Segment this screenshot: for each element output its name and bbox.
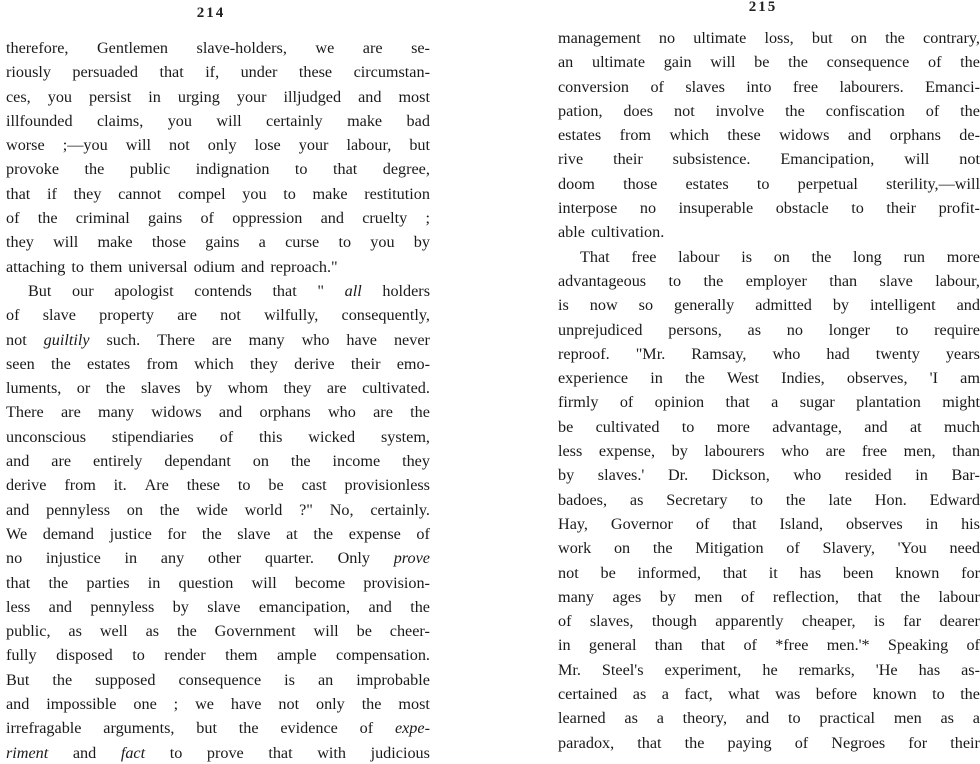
text-line: management no ultimate loss, but on the contrary, bbox=[558, 29, 980, 47]
text-line: of the criminal gains of oppression and cruelty ; bbox=[6, 209, 430, 228]
text-line: riously persuaded that if, under these circumstan- bbox=[6, 63, 430, 82]
text-line: not guiltily such. There are many who have never bbox=[6, 330, 430, 349]
text-line: public, as well as the Government will be cheer- bbox=[6, 622, 430, 641]
text-line: that the parties in question will become provision- bbox=[6, 573, 430, 592]
text-line: interpose no insuperable obstacle to their profit- bbox=[558, 199, 980, 218]
page-number-left: 214 bbox=[196, 5, 226, 21]
text-line: that if they cannot compel you to make restitution bbox=[6, 184, 430, 203]
text-line: and are entirely dependant on the income they bbox=[6, 452, 430, 471]
text-line: seen the estates from which they derive their emo- bbox=[6, 354, 430, 373]
text-line: be cultivated to more advantage, and at much bbox=[558, 417, 980, 436]
text-line: many ages by men of reflection, that the labour bbox=[558, 587, 980, 606]
text-line: But the supposed consequence is an improbable bbox=[6, 670, 430, 689]
text-line: an ultimate gain will be the consequence of the bbox=[558, 53, 980, 72]
right-page bbox=[552, 0, 980, 764]
text-line: no injustice in any other quarter. Only prove bbox=[6, 549, 430, 568]
text-line: firmly of opinion that a sugar plantation might bbox=[558, 393, 980, 412]
text-line: fully disposed to render them ample compensation. bbox=[6, 646, 430, 665]
text-line: But our apologist contends that " all holders bbox=[28, 281, 430, 300]
text-line: doom those estates to perpetual sterility,—will bbox=[558, 174, 980, 193]
text-line: conversion of slaves into free labourers. Emanci- bbox=[558, 77, 980, 96]
text-line: attaching to them universal odium and reproach." bbox=[6, 257, 338, 276]
text-line: of slave property are not wilfully, consequently, bbox=[6, 306, 430, 325]
text-line: rive their subsistence. Emancipation, will not bbox=[558, 150, 980, 169]
text-line: reproof. "Mr. Ramsay, who had twenty years bbox=[558, 344, 980, 363]
text-line: learned as a theory, and to practical men as a bbox=[558, 709, 980, 728]
text-line: and impossible one ; we have not only the most bbox=[6, 695, 430, 714]
text-line: badoes, as Secretary to the late Hon. Edward bbox=[558, 490, 980, 509]
text-line: worse ;—you will not only lose your labour, but bbox=[6, 136, 430, 155]
page-gutter bbox=[470, 0, 520, 764]
text-line: experience in the West Indies, observes, 'I am bbox=[558, 369, 980, 388]
text-line: of slaves, though apparently cheaper, is far dearer bbox=[558, 612, 980, 631]
text-line: less and pennyless by slave emancipation, and the bbox=[6, 597, 430, 616]
text-line: Hay, Governor of that Island, observes in his bbox=[558, 514, 980, 533]
text-line: provoke the public indignation to that degree, bbox=[6, 160, 430, 179]
text-line: unconscious stipendiaries of this wicked system, bbox=[6, 427, 430, 446]
text-line: unprejudiced persons, as no longer to require bbox=[558, 320, 980, 339]
text-line: work on the Mitigation of Slavery, 'You need bbox=[558, 539, 980, 558]
text-line: able cultivation. bbox=[558, 223, 665, 242]
text-line: That free labour is on the long run more bbox=[580, 247, 980, 266]
text-line: is now so generally admitted by intelligent and bbox=[558, 296, 980, 315]
text-line: paradox, that the paying of Negroes for their bbox=[558, 733, 980, 752]
text-line: estates from which these widows and orphans de- bbox=[558, 126, 980, 145]
text-line: not be informed, that it has been known for bbox=[558, 563, 980, 582]
left-page bbox=[0, 0, 430, 764]
text-line: ces, you persist in urging your illjudged and most bbox=[6, 87, 430, 106]
text-line: irrefragable arguments, but the evidence of expe- bbox=[6, 719, 430, 738]
left-page-text bbox=[6, 36, 430, 764]
text-line: they will make those gains a curse to you by bbox=[6, 233, 430, 252]
page-number-right: 215 bbox=[748, 0, 778, 15]
text-line: in general than that of *free men.'* Speaking of bbox=[558, 636, 980, 655]
text-line: There are many widows and orphans who are the bbox=[6, 403, 430, 422]
text-line: illfounded claims, you will certainly make bad bbox=[6, 111, 430, 130]
text-line: derive from it. Are these to be cast provisionless bbox=[6, 476, 430, 495]
right-page-text bbox=[558, 26, 980, 755]
text-line: therefore, Gentlemen slave-holders, we are se- bbox=[6, 39, 430, 57]
text-line: We demand justice for the slave at the expense of bbox=[6, 524, 430, 543]
text-line: by slaves.' Dr. Dickson, who resided in Bar- bbox=[558, 466, 980, 485]
text-line: less expense, by labourers who are free men, than bbox=[558, 442, 980, 461]
text-line: luments, or the slaves by whom they are cultivated. bbox=[6, 379, 430, 398]
text-line: advantageous to the employer than slave labour, bbox=[558, 271, 980, 290]
text-line: and pennyless on the wide world ?" No, certainly. bbox=[6, 500, 430, 519]
text-line: riment and fact to prove that with judicious bbox=[6, 743, 430, 762]
text-line: pation, does not involve the confiscation of the bbox=[558, 101, 980, 120]
text-line: Mr. Steel's experiment, he remarks, 'He has as- bbox=[558, 660, 980, 679]
text-line: certained as a fact, what was before known to the bbox=[558, 685, 980, 704]
